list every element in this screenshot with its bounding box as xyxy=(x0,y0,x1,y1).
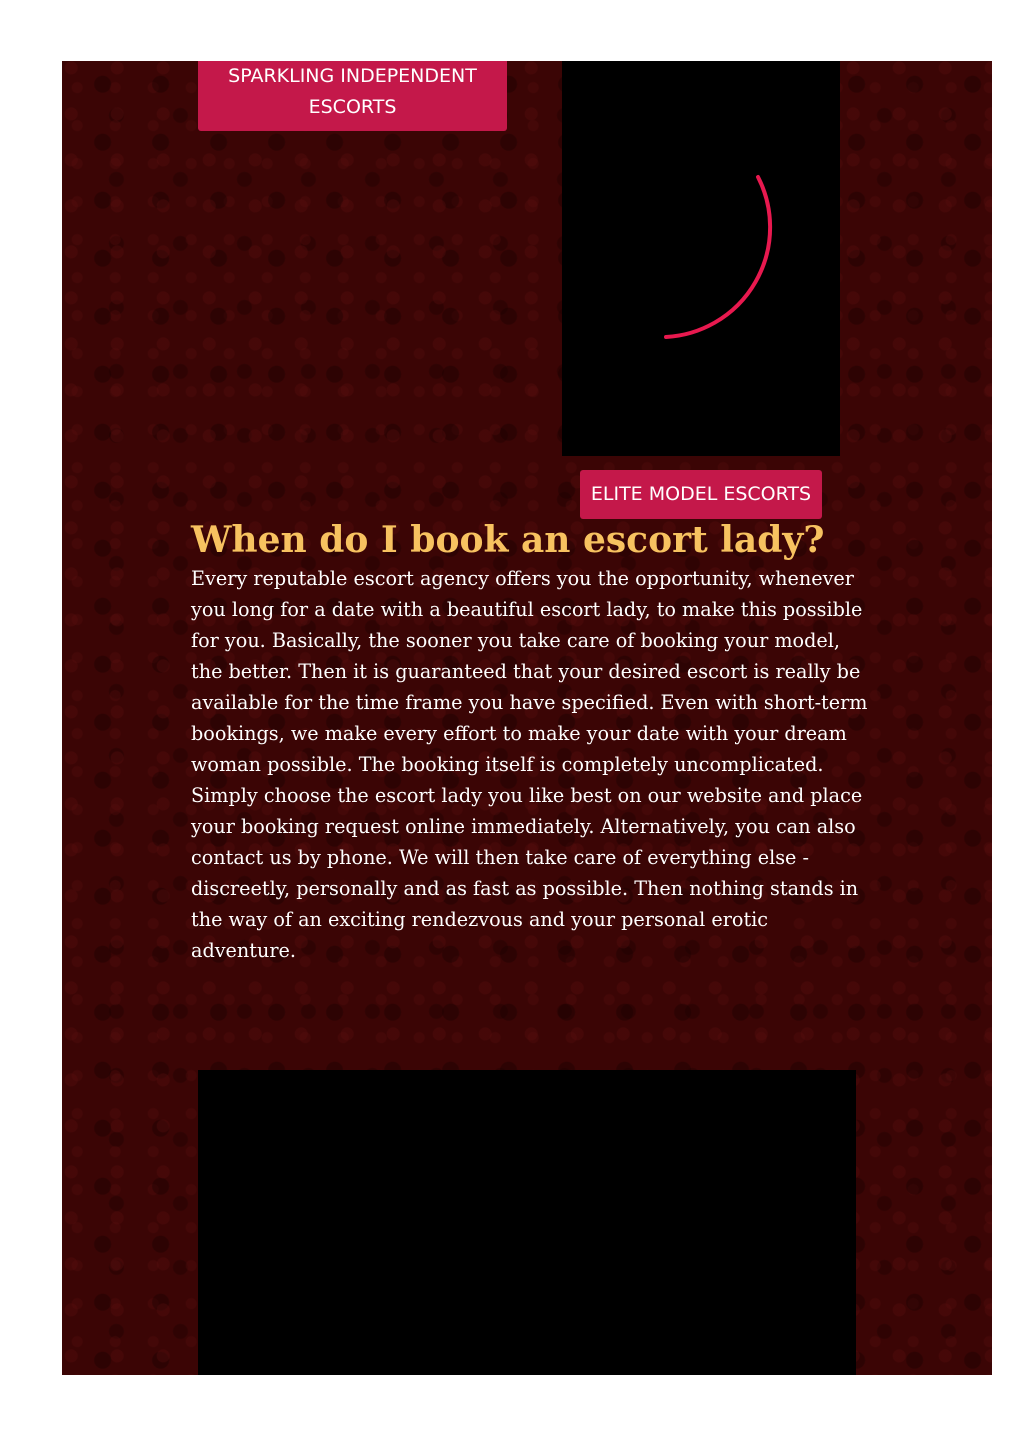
elite-button-label: ELITE MODEL ESCORTS xyxy=(590,483,812,505)
sparkling-button-label: SPARKLING INDEPENDENT ESCORTS xyxy=(228,65,477,118)
bottom-video-player[interactable] xyxy=(198,1070,856,1375)
article-body: Every reputable escort agency offers you the opportunity, whenever you long for a date with a beautiful escort lady, to make this possible for you. Basically, the sooner you take care of booking your model, the better. Then it is guaranteed that your desired escort is really be available for the time frame you have specified. Even with short-term bookings, we make every effort to make your date with your dream woman possible. The booking itself is completely uncomplicated. Simply choose the escort lady you like best on our website and place your booking request online immediately. Alternatively, you can also contact us by phone. We will then take care of everything else - discreetly, personally and as fast as possible. Then nothing stands in the way of an exciting rendezvous and your personal erotic adventure. xyxy=(191,567,868,962)
page-container xyxy=(62,61,992,1375)
article-heading: When do I book an escort lady? xyxy=(191,519,825,561)
loading-spinner-icon xyxy=(562,61,840,456)
sparkling-independent-escorts-button[interactable] xyxy=(198,61,507,131)
elite-model-escorts-button[interactable] xyxy=(580,470,822,519)
top-video-player[interactable] xyxy=(562,61,840,456)
